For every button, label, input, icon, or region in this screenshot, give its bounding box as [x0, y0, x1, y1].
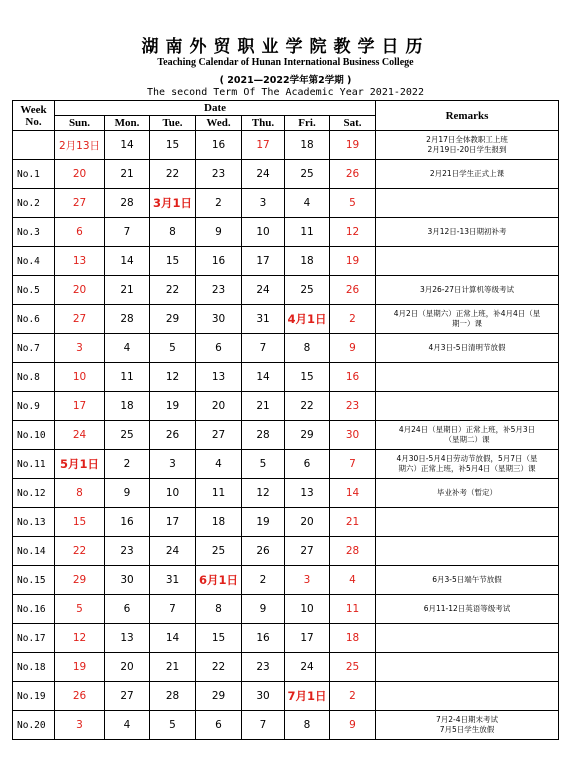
- date-cell: 26: [330, 276, 376, 305]
- date-cell: 15: [55, 508, 105, 537]
- date-cell: 23: [105, 537, 150, 566]
- table-row: [13, 276, 559, 305]
- table-row: [13, 392, 559, 421]
- date-cell: 25: [105, 421, 150, 450]
- date-cell: 7: [150, 595, 196, 624]
- table-row: [13, 682, 559, 711]
- date-cell: 25: [285, 276, 330, 305]
- date-cell: 18: [285, 131, 330, 160]
- calendar-title: 湖南外贸职业学院教学日历: [141, 37, 430, 57]
- date-cell: 13: [105, 624, 150, 653]
- day-header-fri: Fri.: [285, 116, 330, 131]
- remarks-cell: [376, 218, 559, 247]
- date-cell: 2: [105, 450, 150, 479]
- date-cell: 18: [285, 247, 330, 276]
- date-cell: 19: [330, 247, 376, 276]
- week-number-cell: No.10: [13, 421, 55, 450]
- date-cell: 4: [196, 450, 242, 479]
- remark-line: 6月11-12日英语等级考试: [423, 604, 511, 613]
- date-cell: 9: [330, 711, 376, 740]
- calendar-body: [13, 131, 559, 740]
- remarks-cell: [376, 392, 559, 421]
- remarks-cell: [376, 421, 559, 450]
- date-cell: 7月1日: [285, 682, 330, 711]
- date-cell: 9: [242, 595, 285, 624]
- date-cell: 11: [330, 595, 376, 624]
- date-cell: 14: [242, 363, 285, 392]
- remark-line: 2月21日学生正式上课: [429, 169, 505, 178]
- table-row: [13, 479, 559, 508]
- date-cell: 27: [55, 189, 105, 218]
- remarks-cell: [376, 711, 559, 740]
- week-number-cell: No.16: [13, 595, 55, 624]
- date-cell: 2: [196, 189, 242, 218]
- table-row: [13, 189, 559, 218]
- date-cell: 25: [330, 653, 376, 682]
- date-cell: 2: [330, 305, 376, 334]
- week-column-header: Week No.: [13, 101, 55, 131]
- date-cell: 9: [196, 218, 242, 247]
- remarks-cell: [376, 131, 559, 160]
- date-cell: 17: [242, 247, 285, 276]
- date-cell: 13: [285, 479, 330, 508]
- table-row: [13, 508, 559, 537]
- date-cell: 31: [150, 566, 196, 595]
- date-cell: 10: [55, 363, 105, 392]
- date-cell: 6月1日: [196, 566, 242, 595]
- day-header-wed: Wed.: [196, 116, 242, 131]
- table-row: [13, 131, 559, 160]
- remark-line: 4月2日（星期六）正常上班，补4月4日（星: [393, 309, 541, 318]
- date-cell: 31: [242, 305, 285, 334]
- date-cell: 27: [196, 421, 242, 450]
- date-cell: 30: [242, 682, 285, 711]
- date-cell: 3: [242, 189, 285, 218]
- date-cell: 15: [150, 131, 196, 160]
- date-cell: 18: [105, 392, 150, 421]
- date-cell: 5: [150, 334, 196, 363]
- remarks-cell: [376, 624, 559, 653]
- table-row: [13, 218, 559, 247]
- date-cell: 14: [330, 479, 376, 508]
- date-cell: 17: [285, 624, 330, 653]
- remarks-cell: [376, 247, 559, 276]
- date-cell: 12: [242, 479, 285, 508]
- table-row: [13, 653, 559, 682]
- week-number-cell: No.19: [13, 682, 55, 711]
- date-cell: 16: [105, 508, 150, 537]
- date-cell: 5: [150, 711, 196, 740]
- date-cell: 6: [196, 334, 242, 363]
- week-number-cell: No.14: [13, 537, 55, 566]
- date-cell: 22: [150, 160, 196, 189]
- remark-line: 期六）正常上班，补5月4日（星期三）课: [398, 464, 536, 473]
- date-cell: 23: [242, 653, 285, 682]
- day-header-thu: Thu.: [242, 116, 285, 131]
- date-cell: 20: [55, 276, 105, 305]
- remarks-cell: [376, 305, 559, 334]
- remarks-cell: [376, 189, 559, 218]
- date-cell: 3: [55, 334, 105, 363]
- remarks-cell: [376, 537, 559, 566]
- date-cell: 29: [55, 566, 105, 595]
- remark-line: 7月5日学生放假: [439, 725, 495, 734]
- date-cell: 5: [55, 595, 105, 624]
- date-cell: 11: [285, 218, 330, 247]
- date-cell: 25: [196, 537, 242, 566]
- table-row: [13, 305, 559, 334]
- date-cell: 13: [55, 247, 105, 276]
- table-row: [13, 711, 559, 740]
- day-header-sat: Sat.: [330, 116, 376, 131]
- day-header-mon: Mon.: [105, 116, 150, 131]
- date-cell: 22: [285, 392, 330, 421]
- date-cell: 21: [105, 276, 150, 305]
- date-cell: 6: [55, 218, 105, 247]
- date-cell: 15: [285, 363, 330, 392]
- date-cell: 15: [150, 247, 196, 276]
- date-cell: 6: [196, 711, 242, 740]
- date-cell: 17: [242, 131, 285, 160]
- table-row: [13, 566, 559, 595]
- date-cell: 18: [330, 624, 376, 653]
- week-number-cell: No.7: [13, 334, 55, 363]
- date-cell: 21: [330, 508, 376, 537]
- week-number-cell: [13, 131, 55, 160]
- date-cell: 4月1日: [285, 305, 330, 334]
- remarks-cell: [376, 334, 559, 363]
- date-cell: 3: [55, 711, 105, 740]
- remark-line: 期一）课: [452, 319, 482, 328]
- date-cell: 19: [55, 653, 105, 682]
- remarks-cell: [376, 160, 559, 189]
- date-cell: 10: [285, 595, 330, 624]
- date-cell: 28: [105, 305, 150, 334]
- date-cell: 9: [330, 334, 376, 363]
- date-cell: 20: [55, 160, 105, 189]
- date-cell: 16: [242, 624, 285, 653]
- date-cell: 12: [330, 218, 376, 247]
- date-cell: 14: [105, 247, 150, 276]
- remark-line: 2月19日-20日学生报到: [427, 145, 507, 154]
- date-cell: 23: [196, 160, 242, 189]
- date-cell: 28: [105, 189, 150, 218]
- day-header-sun: Sun.: [55, 116, 105, 131]
- date-cell: 28: [150, 682, 196, 711]
- date-cell: 6: [285, 450, 330, 479]
- week-number-cell: No.1: [13, 160, 55, 189]
- date-cell: 14: [150, 624, 196, 653]
- date-cell: 16: [196, 131, 242, 160]
- date-cell: 10: [150, 479, 196, 508]
- date-cell: 7: [330, 450, 376, 479]
- remarks-cell: [376, 276, 559, 305]
- week-number-cell: No.9: [13, 392, 55, 421]
- date-cell: 25: [285, 160, 330, 189]
- date-cell: 12: [55, 624, 105, 653]
- date-cell: 11: [105, 363, 150, 392]
- date-cell: 5: [242, 450, 285, 479]
- date-cell: 7: [242, 711, 285, 740]
- date-cell: 8: [150, 218, 196, 247]
- table-row: [13, 624, 559, 653]
- date-cell: 24: [55, 421, 105, 450]
- remarks-cell: [376, 508, 559, 537]
- remarks-cell: [376, 653, 559, 682]
- date-cell: 13: [196, 363, 242, 392]
- calendar-term-cn: ( 2021—2022学年第2学期 ): [219, 75, 352, 86]
- date-cell: 5: [330, 189, 376, 218]
- date-cell: 2: [242, 566, 285, 595]
- date-cell: 14: [105, 131, 150, 160]
- date-cell: 24: [242, 276, 285, 305]
- remarks-cell: [376, 595, 559, 624]
- date-cell: 2: [330, 682, 376, 711]
- remark-line: 2月17日全体教职工上班: [426, 135, 508, 144]
- remarks-cell: [376, 682, 559, 711]
- date-cell: 4: [285, 189, 330, 218]
- date-cell: 19: [150, 392, 196, 421]
- date-cell: 26: [242, 537, 285, 566]
- date-cell: 29: [150, 305, 196, 334]
- week-number-cell: No.12: [13, 479, 55, 508]
- date-cell: 21: [150, 653, 196, 682]
- calendar-subtitle-en: Teaching Calendar of Hunan International Business College: [157, 57, 414, 68]
- date-cell: 20: [285, 508, 330, 537]
- calendar-term-en: The second Term Of The Academic Year 2021-2022: [147, 87, 424, 98]
- table-row: [13, 334, 559, 363]
- date-cell: 28: [242, 421, 285, 450]
- date-cell: 4: [105, 711, 150, 740]
- date-cell: 3: [150, 450, 196, 479]
- date-cell: 7: [105, 218, 150, 247]
- date-cell: 4: [330, 566, 376, 595]
- date-cell: 18: [196, 508, 242, 537]
- date-cell: 2月13日: [55, 131, 105, 160]
- remark-line: 3月26-27日计算机等级考试: [419, 285, 515, 294]
- date-cell: 19: [330, 131, 376, 160]
- date-cell: 8: [196, 595, 242, 624]
- date-cell: 9: [105, 479, 150, 508]
- week-number-cell: No.3: [13, 218, 55, 247]
- date-cell: 4: [105, 334, 150, 363]
- table-row: [13, 363, 559, 392]
- remark-line: 4月3日-5日清明节放假: [428, 343, 506, 352]
- date-cell: 12: [150, 363, 196, 392]
- table-row: [13, 450, 559, 479]
- date-cell: 11: [196, 479, 242, 508]
- table-row: [13, 247, 559, 276]
- date-cell: 24: [242, 160, 285, 189]
- week-number-cell: No.4: [13, 247, 55, 276]
- week-number-cell: No.6: [13, 305, 55, 334]
- week-number-cell: No.15: [13, 566, 55, 595]
- day-header-tue: Tue.: [150, 116, 196, 131]
- date-cell: 22: [55, 537, 105, 566]
- date-cell: 27: [55, 305, 105, 334]
- date-cell: 27: [105, 682, 150, 711]
- remarks-cell: [376, 450, 559, 479]
- date-cell: 17: [150, 508, 196, 537]
- date-cell: 15: [196, 624, 242, 653]
- date-cell: 21: [105, 160, 150, 189]
- date-cell: 8: [55, 479, 105, 508]
- date-cell: 23: [330, 392, 376, 421]
- date-cell: 30: [330, 421, 376, 450]
- week-number-cell: No.8: [13, 363, 55, 392]
- remarks-cell: [376, 363, 559, 392]
- remark-line: （星期二）课: [444, 435, 490, 444]
- date-cell: 20: [196, 392, 242, 421]
- date-cell: 28: [330, 537, 376, 566]
- date-cell: 16: [196, 247, 242, 276]
- remarks-column-header: Remarks: [376, 101, 559, 131]
- table-row: [13, 595, 559, 624]
- date-cell: 24: [285, 653, 330, 682]
- remark-line: 毕业补考（暂定）: [437, 488, 497, 497]
- date-cell: 20: [105, 653, 150, 682]
- date-cell: 3: [285, 566, 330, 595]
- date-cell: 27: [285, 537, 330, 566]
- remark-line: 6月3-5日端午节放假: [432, 575, 502, 584]
- remark-line: 7月2-4日期末考试: [435, 715, 499, 724]
- week-number-cell: No.5: [13, 276, 55, 305]
- remarks-cell: [376, 479, 559, 508]
- teaching-calendar-table: [12, 100, 559, 740]
- date-cell: 5月1日: [55, 450, 105, 479]
- remark-line: 3月12日-13日期初补考: [427, 227, 507, 236]
- date-cell: 26: [330, 160, 376, 189]
- date-cell: 29: [196, 682, 242, 711]
- date-cell: 22: [150, 276, 196, 305]
- week-number-cell: No.2: [13, 189, 55, 218]
- date-cell: 16: [330, 363, 376, 392]
- date-column-header: Date: [55, 101, 376, 116]
- remark-line: 4月24日（星期日）正常上班，补5月3日: [398, 425, 536, 434]
- table-row: [13, 537, 559, 566]
- date-cell: 24: [150, 537, 196, 566]
- date-cell: 26: [150, 421, 196, 450]
- remarks-cell: [376, 566, 559, 595]
- date-cell: 6: [105, 595, 150, 624]
- date-cell: 30: [196, 305, 242, 334]
- date-cell: 26: [55, 682, 105, 711]
- week-number-cell: No.20: [13, 711, 55, 740]
- week-number-cell: No.18: [13, 653, 55, 682]
- date-cell: 30: [105, 566, 150, 595]
- date-cell: 29: [285, 421, 330, 450]
- week-number-cell: No.13: [13, 508, 55, 537]
- date-cell: 23: [196, 276, 242, 305]
- table-row: [13, 421, 559, 450]
- table-row: [13, 160, 559, 189]
- remark-line: 4月30日-5月4日劳动节放假，5月7日（星: [396, 454, 538, 463]
- date-cell: 19: [242, 508, 285, 537]
- date-cell: 7: [242, 334, 285, 363]
- date-cell: 10: [242, 218, 285, 247]
- date-cell: 17: [55, 392, 105, 421]
- week-number-cell: No.11: [13, 450, 55, 479]
- date-cell: 8: [285, 711, 330, 740]
- date-cell: 8: [285, 334, 330, 363]
- date-cell: 21: [242, 392, 285, 421]
- date-cell: 3月1日: [150, 189, 196, 218]
- date-cell: 22: [196, 653, 242, 682]
- week-number-cell: No.17: [13, 624, 55, 653]
